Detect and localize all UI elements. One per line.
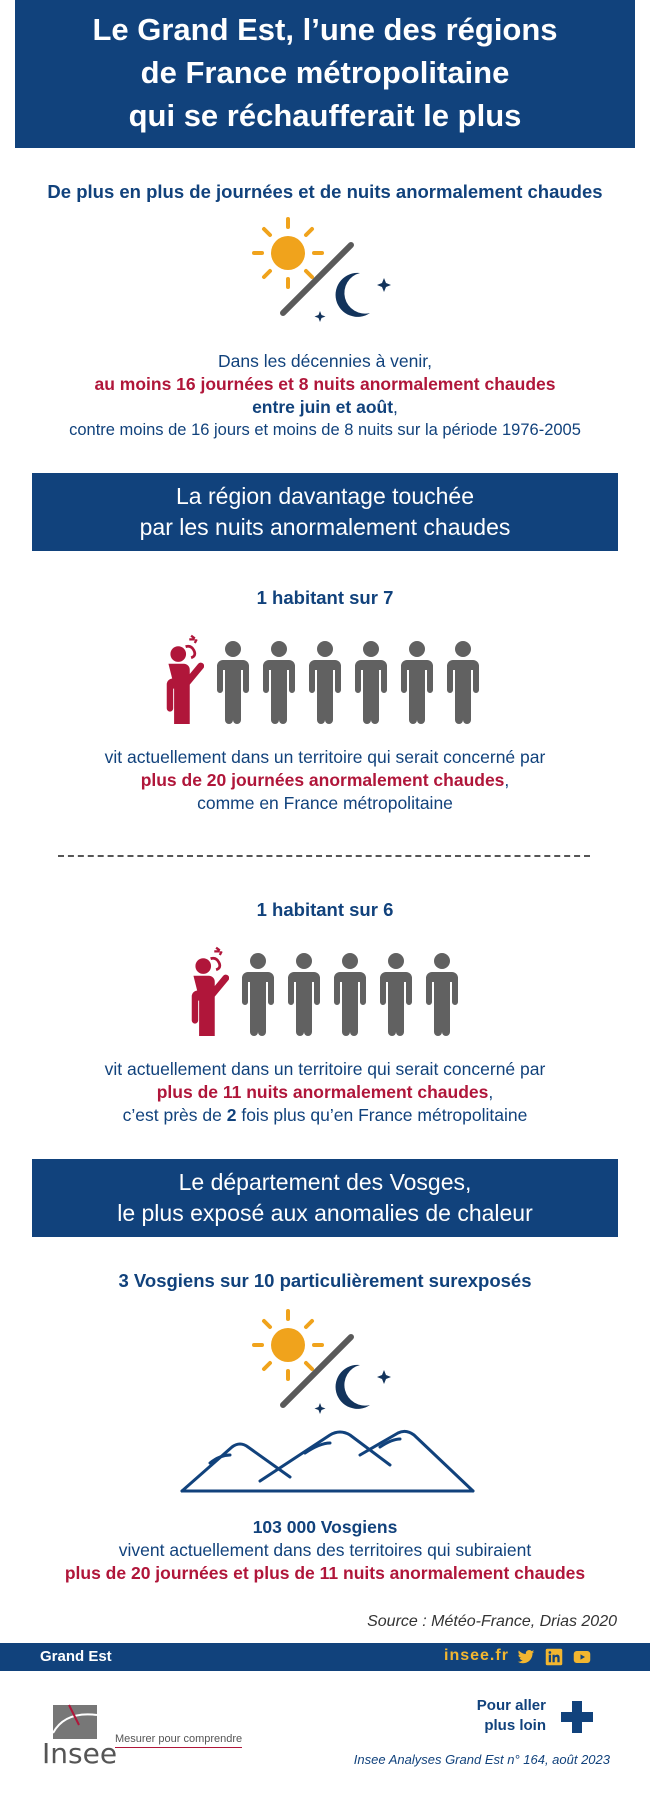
stat2-ratio: 2	[226, 1105, 237, 1125]
title-line-2: de France métropolitaine	[140, 55, 510, 90]
section1-line-1: La région davantage touchée	[176, 483, 474, 509]
section2-line-1: Le département des Vosges,	[178, 1169, 472, 1195]
stat2-line-2	[0, 1081, 650, 1104]
person-icon	[354, 640, 388, 724]
person-icon	[262, 640, 296, 724]
title-line-3: qui se réchaufferait le plus	[128, 98, 522, 133]
region-label: Grand Est	[40, 1648, 112, 1665]
intro-line-2: au moins 16 journées et 8 nuits anormalement chaudes	[94, 374, 556, 394]
person-icon	[308, 640, 342, 724]
page-title	[15, 0, 635, 148]
publication-reference: Insee Analyses Grand Est n° 164, août 2023	[353, 1752, 610, 1767]
stat1-line-3: comme en France métropolitaine	[197, 793, 453, 813]
person-icon	[379, 952, 413, 1036]
intro-comma: ,	[393, 397, 398, 417]
stat1-text	[0, 746, 650, 815]
stat2-line-3-start: c’est près de	[122, 1105, 227, 1125]
stat2-comma: ,	[488, 1082, 494, 1102]
person-icon	[333, 952, 367, 1036]
hot-person-icon	[183, 944, 229, 1036]
section1-line-2: par les nuits anormalement chaudes	[139, 514, 511, 540]
person-icon	[425, 952, 459, 1036]
site-link[interactable]: insee.fr	[444, 1647, 509, 1664]
stat2-line-3-end: fois plus qu’en France métropolitaine	[236, 1105, 528, 1125]
section2-line-2: le plus exposé aux anomalies de chaleur	[117, 1200, 533, 1226]
person-icon	[241, 952, 275, 1036]
vosges-text	[0, 1516, 650, 1585]
stat2-line-3	[0, 1104, 650, 1127]
stat2-text	[0, 1058, 650, 1127]
sun-moon-icon	[248, 1307, 398, 1427]
stat2-highlight: plus de 11 nuits anormalement chaudes	[156, 1082, 489, 1102]
intro-period: entre juin et août	[252, 397, 394, 417]
source-note: Source : Météo-France, Drias 2020	[367, 1613, 617, 1630]
person-icon	[400, 640, 434, 724]
insee-tagline: Mesurer pour comprendre	[115, 1733, 242, 1748]
dashed-divider	[58, 855, 590, 857]
youtube-icon[interactable]	[573, 1648, 591, 1666]
vosges-count: 103 000 Vosgiens	[252, 1517, 398, 1537]
more-line-2: plus loin	[484, 1717, 546, 1734]
twitter-icon[interactable]	[517, 1648, 535, 1666]
person-icon	[287, 952, 321, 1036]
person-icon	[446, 640, 480, 724]
vosges-highlight: plus de 20 journées et plus de 11 nuits anormalement chaudes	[64, 1563, 586, 1583]
stat1-label: 1 habitant sur 7	[256, 587, 394, 608]
stat1-line-1: vit actuellement dans un territoire qui serait concerné par	[104, 747, 546, 767]
hot-person-icon	[158, 632, 204, 724]
stat1-highlight: plus de 20 journées anormalement chaudes	[140, 770, 505, 790]
stat2-line-1: vit actuellement dans un territoire qui serait concerné par	[104, 1059, 546, 1079]
mountains-icon	[180, 1425, 475, 1493]
section-heading-vosges	[32, 1159, 618, 1237]
intro-line-4: contre moins de 16 jours et moins de 8 nuits sur la période 1976-2005	[69, 421, 581, 439]
footer-bar	[0, 1643, 650, 1671]
insee-logo-icon	[45, 1703, 105, 1741]
more-line-1: Pour aller	[476, 1697, 546, 1714]
title-line-1: Le Grand Est, l’une des régions	[92, 12, 558, 47]
vosges-subtitle: 3 Vosgiens sur 10 particulièrement surexposés	[118, 1270, 532, 1291]
person-icon	[216, 640, 250, 724]
linkedin-icon[interactable]	[545, 1648, 563, 1666]
more-info-link[interactable]	[420, 1696, 546, 1736]
section-heading-region	[32, 473, 618, 551]
intro-text	[0, 350, 650, 442]
intro-line-1: Dans les décennies à venir,	[217, 351, 433, 371]
stat2-label: 1 habitant sur 6	[256, 899, 394, 920]
sun-moon-icon	[248, 215, 398, 335]
plus-icon[interactable]	[561, 1701, 593, 1733]
insee-wordmark: Insee	[42, 1737, 118, 1770]
people-row-1-of-6	[183, 944, 471, 1036]
intro-line-3	[0, 396, 650, 419]
stat1-comma: ,	[504, 770, 510, 790]
stat1-line-2	[0, 769, 650, 792]
vosges-line-2: vivent actuellement dans des territoires qui subiraient	[118, 1540, 532, 1560]
intro-subtitle: De plus en plus de journées et de nuits anormalement chaudes	[47, 181, 603, 202]
people-row-1-of-7	[158, 632, 492, 724]
